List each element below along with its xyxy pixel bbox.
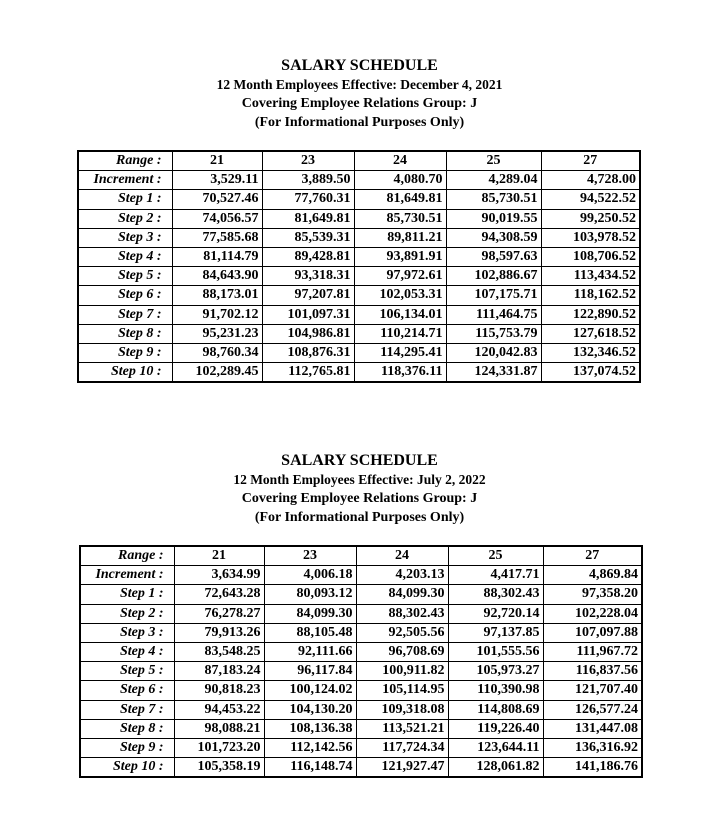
salary-cell: 96,708.69 (356, 642, 448, 661)
row-label: Step 1 : (78, 190, 172, 209)
salary-cell: 124,331.87 (446, 363, 541, 383)
row-label: Step 6 : (80, 681, 174, 700)
range-value: 25 (448, 546, 543, 566)
salary-cell: 113,521.21 (356, 719, 448, 738)
salary-cell: 115,753.79 (446, 324, 541, 343)
table-row (80, 719, 642, 738)
salary-cell: 89,428.81 (262, 247, 354, 266)
table-row (78, 209, 640, 228)
salary-cell: 120,042.83 (446, 343, 541, 362)
row-label: Step 3 : (78, 228, 172, 247)
salary-cell: 101,723.20 (174, 738, 264, 757)
range-value: 24 (354, 151, 446, 171)
row-label: Increment : (78, 171, 172, 190)
salary-cell: 109,318.08 (356, 700, 448, 719)
table-row (80, 738, 642, 757)
salary-cell: 110,214.71 (354, 324, 446, 343)
salary-cell: 4,289.04 (446, 171, 541, 190)
range-value: 23 (264, 546, 356, 566)
salary-cell: 107,175.71 (446, 286, 541, 305)
schedule-heading (0, 57, 719, 132)
salary-cell: 89,811.21 (354, 228, 446, 247)
salary-cell: 97,137.85 (448, 623, 543, 642)
table-row (80, 566, 642, 585)
salary-cell: 118,162.52 (541, 286, 640, 305)
salary-cell: 106,134.01 (354, 305, 446, 324)
salary-cell: 81,114.79 (172, 247, 262, 266)
schedule-group: Covering Employee Relations Group: J (241, 96, 478, 111)
salary-cell: 94,308.59 (446, 228, 541, 247)
table-row (80, 700, 642, 719)
salary-cell: 90,019.55 (446, 209, 541, 228)
range-value: 24 (356, 546, 448, 566)
salary-cell: 105,114.95 (356, 681, 448, 700)
row-label: Step 4 : (78, 247, 172, 266)
salary-cell: 94,453.22 (174, 700, 264, 719)
salary-cell: 105,973.27 (448, 662, 543, 681)
salary-cell: 81,649.81 (262, 209, 354, 228)
row-label: Step 7 : (80, 700, 174, 719)
salary-cell: 114,808.69 (448, 700, 543, 719)
salary-cell: 113,434.52 (541, 267, 640, 286)
salary-cell: 4,728.00 (541, 171, 640, 190)
salary-cell: 137,074.52 (541, 363, 640, 383)
table-row (78, 171, 640, 190)
salary-cell: 88,173.01 (172, 286, 262, 305)
row-label: Step 1 : (80, 585, 174, 604)
salary-cell: 102,289.45 (172, 363, 262, 383)
salary-cell: 4,006.18 (264, 566, 356, 585)
row-label: Step 9 : (78, 343, 172, 362)
schedule-effective-date: 12 Month Employees Effective: December 4, 2021 (216, 77, 503, 92)
salary-cell: 104,986.81 (262, 324, 354, 343)
salary-cell: 136,316.92 (543, 738, 642, 757)
table-row (80, 604, 642, 623)
salary-cell: 4,203.13 (356, 566, 448, 585)
salary-cell: 116,148.74 (264, 758, 356, 778)
salary-cell: 95,231.23 (172, 324, 262, 343)
salary-cell: 85,730.51 (446, 190, 541, 209)
salary-cell: 111,464.75 (446, 305, 541, 324)
row-label: Step 3 : (80, 623, 174, 642)
salary-cell: 81,649.81 (354, 190, 446, 209)
row-label: Increment : (80, 566, 174, 585)
salary-cell: 77,760.31 (262, 190, 354, 209)
salary-cell: 102,228.04 (543, 604, 642, 623)
salary-cell: 123,644.11 (448, 738, 543, 757)
range-value: 27 (541, 151, 640, 171)
salary-cell: 74,056.57 (172, 209, 262, 228)
salary-cell: 98,597.63 (446, 247, 541, 266)
salary-cell: 105,358.19 (174, 758, 264, 778)
salary-cell: 117,724.34 (356, 738, 448, 757)
salary-cell: 80,093.12 (264, 585, 356, 604)
salary-cell: 84,099.30 (356, 585, 448, 604)
salary-cell: 97,207.81 (262, 286, 354, 305)
row-label: Step 8 : (78, 324, 172, 343)
row-label: Step 8 : (80, 719, 174, 738)
schedule-effective-date: 12 Month Employees Effective: July 2, 2022 (233, 472, 486, 487)
range-label: Range : (80, 546, 174, 566)
row-label: Step 10 : (78, 363, 172, 383)
salary-cell: 100,911.82 (356, 662, 448, 681)
salary-cell: 3,889.50 (262, 171, 354, 190)
salary-cell: 93,318.31 (262, 267, 354, 286)
salary-cell: 99,250.52 (541, 209, 640, 228)
salary-cell: 4,869.84 (543, 566, 642, 585)
row-label: Step 6 : (78, 286, 172, 305)
salary-cell: 112,765.81 (262, 363, 354, 383)
salary-cell: 111,967.72 (543, 642, 642, 661)
schedule-note: (For Informational Purposes Only) (254, 115, 465, 130)
table-row (80, 758, 642, 778)
salary-table (79, 545, 643, 778)
salary-cell: 4,080.70 (354, 171, 446, 190)
salary-cell: 127,618.52 (541, 324, 640, 343)
row-label: Step 5 : (78, 267, 172, 286)
salary-cell: 108,876.31 (262, 343, 354, 362)
table-row (78, 363, 640, 383)
table-row (80, 642, 642, 661)
table-row (78, 190, 640, 209)
range-value: 21 (174, 546, 264, 566)
range-value: 21 (172, 151, 262, 171)
salary-cell: 107,097.88 (543, 623, 642, 642)
range-header-row (78, 151, 640, 171)
range-header-row (80, 546, 642, 566)
table-row (78, 324, 640, 343)
schedule-title: SALARY SCHEDULE (281, 452, 438, 469)
salary-cell: 70,527.46 (172, 190, 262, 209)
row-label: Step 4 : (80, 642, 174, 661)
salary-cell: 108,706.52 (541, 247, 640, 266)
schedule-group: Covering Employee Relations Group: J (241, 491, 478, 506)
salary-cell: 114,295.41 (354, 343, 446, 362)
salary-cell: 102,053.31 (354, 286, 446, 305)
salary-cell: 116,837.56 (543, 662, 642, 681)
table-row (78, 305, 640, 324)
salary-cell: 122,890.52 (541, 305, 640, 324)
row-label: Step 2 : (80, 604, 174, 623)
salary-cell: 85,730.51 (354, 209, 446, 228)
salary-cell: 126,577.24 (543, 700, 642, 719)
salary-cell: 72,643.28 (174, 585, 264, 604)
range-value: 27 (543, 546, 642, 566)
salary-cell: 87,183.24 (174, 662, 264, 681)
table-row (80, 681, 642, 700)
salary-cell: 112,142.56 (264, 738, 356, 757)
table-row (78, 343, 640, 362)
row-label: Step 2 : (78, 209, 172, 228)
salary-cell: 96,117.84 (264, 662, 356, 681)
salary-cell: 103,978.52 (541, 228, 640, 247)
salary-cell: 128,061.82 (448, 758, 543, 778)
salary-cell: 3,529.11 (172, 171, 262, 190)
salary-cell: 97,972.61 (354, 267, 446, 286)
table-row (78, 286, 640, 305)
salary-cell: 101,555.56 (448, 642, 543, 661)
salary-cell: 84,643.90 (172, 267, 262, 286)
salary-cell: 93,891.91 (354, 247, 446, 266)
table-row (80, 623, 642, 642)
salary-cell: 141,186.76 (543, 758, 642, 778)
schedule-title: SALARY SCHEDULE (281, 57, 438, 74)
salary-cell: 92,720.14 (448, 604, 543, 623)
row-label: Step 10 : (80, 758, 174, 778)
salary-cell: 76,278.27 (174, 604, 264, 623)
salary-cell: 104,130.20 (264, 700, 356, 719)
salary-cell: 88,302.43 (448, 585, 543, 604)
row-label: Step 9 : (80, 738, 174, 757)
salary-cell: 88,302.43 (356, 604, 448, 623)
salary-cell: 121,707.40 (543, 681, 642, 700)
salary-cell: 88,105.48 (264, 623, 356, 642)
table-row (78, 228, 640, 247)
table-row (80, 585, 642, 604)
salary-cell: 121,927.47 (356, 758, 448, 778)
salary-cell: 110,390.98 (448, 681, 543, 700)
salary-cell: 100,124.02 (264, 681, 356, 700)
salary-cell: 108,136.38 (264, 719, 356, 738)
salary-cell: 97,358.20 (543, 585, 642, 604)
range-value: 25 (446, 151, 541, 171)
table-row (78, 247, 640, 266)
salary-table (77, 150, 641, 383)
schedule-heading (0, 452, 719, 527)
salary-cell: 118,376.11 (354, 363, 446, 383)
range-label: Range : (78, 151, 172, 171)
table-row (78, 267, 640, 286)
salary-cell: 90,818.23 (174, 681, 264, 700)
range-value: 23 (262, 151, 354, 171)
salary-cell: 102,886.67 (446, 267, 541, 286)
salary-cell: 92,505.56 (356, 623, 448, 642)
salary-cell: 101,097.31 (262, 305, 354, 324)
salary-cell: 4,417.71 (448, 566, 543, 585)
salary-cell: 3,634.99 (174, 566, 264, 585)
schedule-note: (For Informational Purposes Only) (254, 510, 465, 525)
salary-cell: 92,111.66 (264, 642, 356, 661)
row-label: Step 5 : (80, 662, 174, 681)
salary-cell: 91,702.12 (172, 305, 262, 324)
salary-cell: 98,088.21 (174, 719, 264, 738)
salary-cell: 77,585.68 (172, 228, 262, 247)
salary-cell: 83,548.25 (174, 642, 264, 661)
salary-cell: 98,760.34 (172, 343, 262, 362)
row-label: Step 7 : (78, 305, 172, 324)
salary-cell: 84,099.30 (264, 604, 356, 623)
salary-cell: 131,447.08 (543, 719, 642, 738)
salary-cell: 119,226.40 (448, 719, 543, 738)
table-row (80, 662, 642, 681)
salary-cell: 132,346.52 (541, 343, 640, 362)
salary-cell: 79,913.26 (174, 623, 264, 642)
salary-cell: 85,539.31 (262, 228, 354, 247)
salary-cell: 94,522.52 (541, 190, 640, 209)
